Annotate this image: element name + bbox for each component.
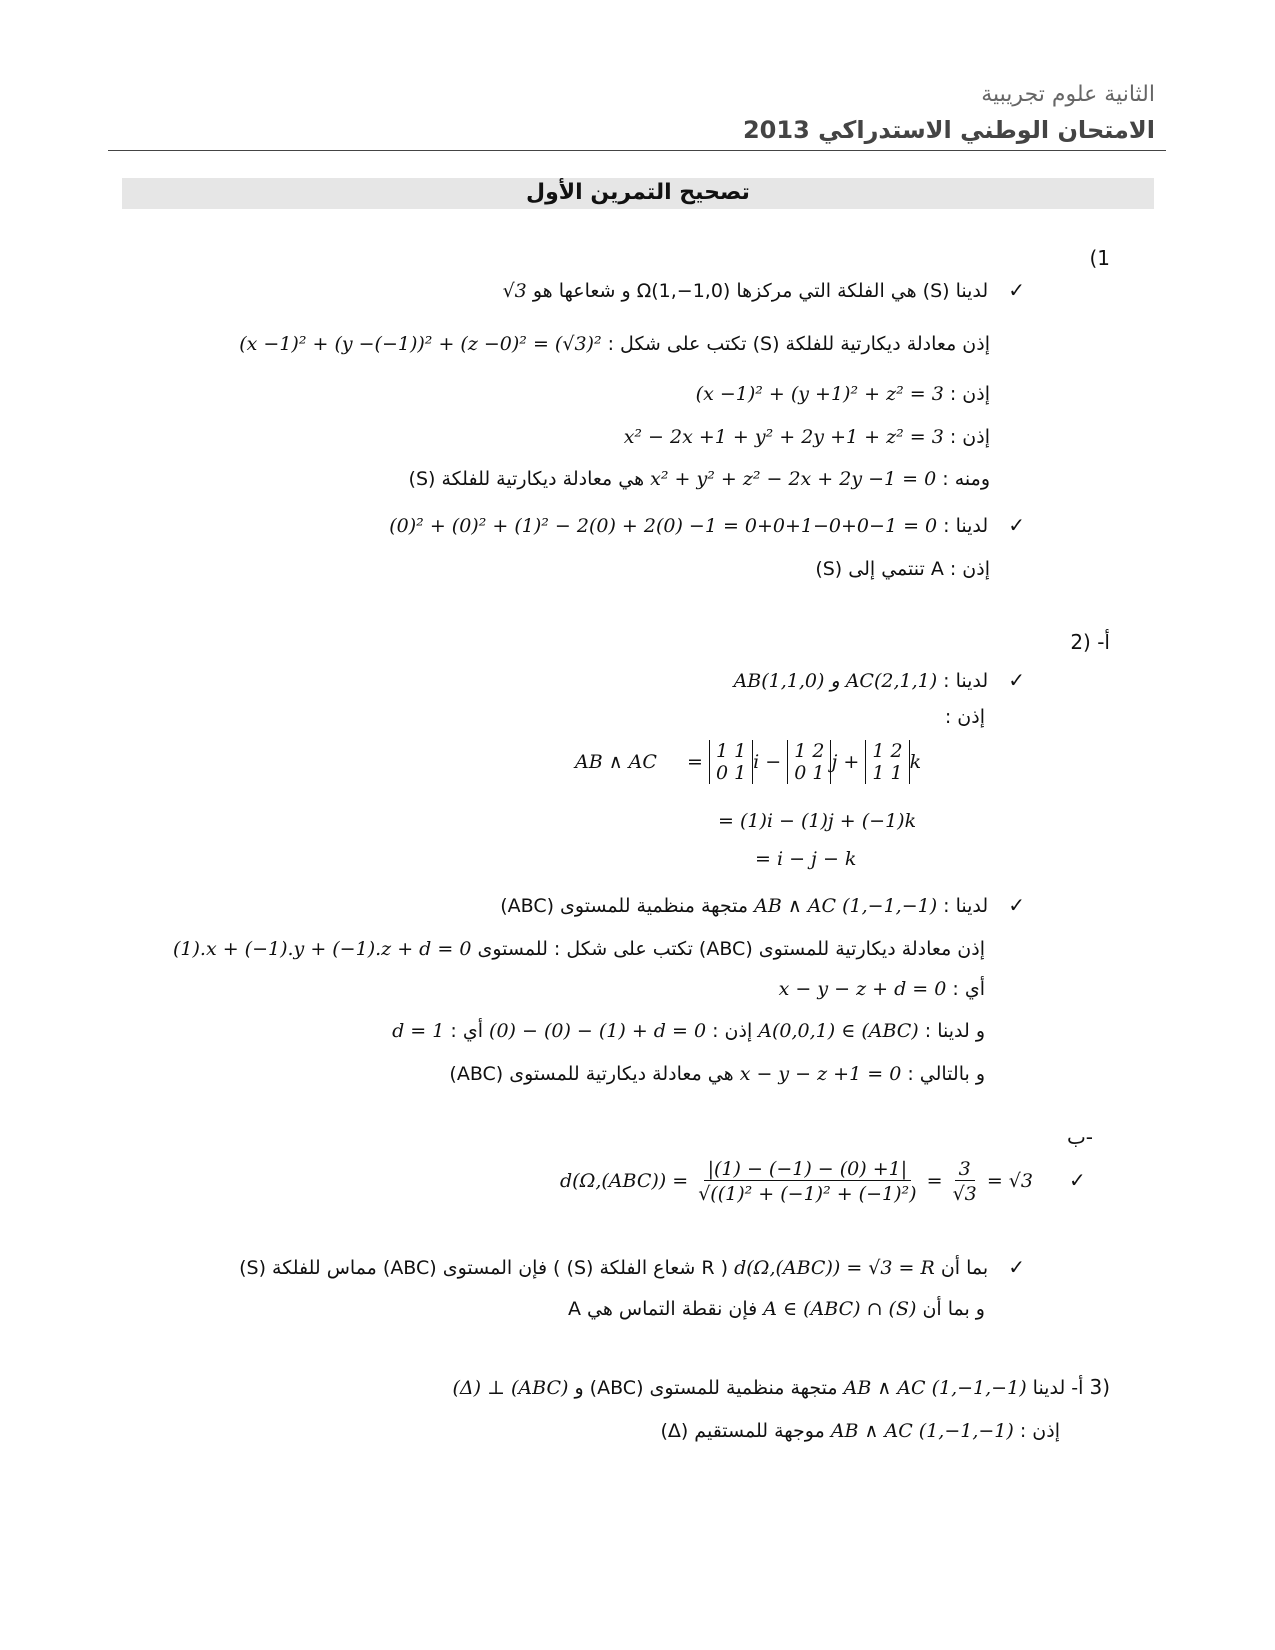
q2a-l6-mid: إذن :: [712, 1020, 753, 1042]
q1-line-1: [503, 278, 1025, 302]
cross-lhs: AB ∧ AC: [575, 750, 657, 773]
q2a-l6-math1: A(0,0,1) ∈ (ABC): [758, 1020, 919, 1042]
check-icon: ✓: [1008, 893, 1025, 917]
det-3: 1 2 1 1: [865, 740, 909, 784]
q3-l1-text: أ- لدينا: [1032, 1377, 1084, 1399]
q2a-l6-math2: (0) − (0) − (1) + d = 0: [489, 1020, 707, 1042]
q1-l3-text: إذن :: [949, 383, 990, 405]
q1-l2-text: إذن معادلة ديكارتية للفلكة (S) تكتب على شكل :: [607, 333, 990, 355]
q2a-line-6: [392, 1020, 985, 1042]
q1-l4-text: إذن :: [949, 426, 990, 448]
q2a-line-5: [779, 978, 985, 1000]
q3-l2-math: AB ∧ AC (1,−1,−1): [830, 1420, 1014, 1442]
q2a-l6-mid2: أي :: [450, 1020, 483, 1042]
q2a-l3-tail: متجهة منظمية للمستوى (ABC): [500, 895, 749, 917]
q1-line-5: [409, 468, 990, 490]
header-divider: [108, 150, 1166, 151]
q1-l3-math: (x −1)² + (y +1)² + z² = 3: [695, 383, 944, 405]
header-exam: الامتحان الوطني الاستدراكي 2013: [742, 116, 1155, 144]
q3-l1-mid: متجهة منظمية للمستوى (ABC) و: [574, 1377, 838, 1399]
q2a-line-2: إذن :: [944, 706, 985, 728]
q1-number: (1: [1089, 246, 1110, 270]
dist-frac-2: $\frac{3}{√3}$: [952, 1158, 977, 1205]
check-icon: ✓: [1008, 278, 1025, 302]
q3-l1-math: AB ∧ AC (1,−1,−1): [843, 1377, 1027, 1399]
cross-product-row-3: = i − j − k: [755, 848, 857, 870]
check-icon: ✓: [1008, 668, 1025, 692]
cross-product-row-1: AB ∧ AC = 1 1 0 1i − 1 2 0 1j + 1 2 1 1k: [575, 740, 922, 784]
q2a-l4-math: (1).x + (−1).y + (−1).z + d = 0: [173, 938, 472, 960]
q1-line-3: [696, 383, 990, 405]
q2b-l3-math: A ∈ (ABC) ∩ (S): [763, 1298, 917, 1320]
q2b-l3-text2: فإن نقطة التماس هي A: [567, 1298, 758, 1320]
check-icon: ✓: [1008, 513, 1025, 537]
q2a-line-4: [173, 938, 985, 960]
q2a-l1-math: AB(1,1,0) و AC(2,1,1): [733, 670, 938, 692]
q2b-l2-text2: ( R شعاع الفلكة (S) ) فإن المستوى (ABC) مماس للفلكة (S): [239, 1257, 729, 1279]
q2a-line-3: [500, 893, 1025, 917]
q2b-line-3: [568, 1298, 985, 1320]
header-level: الثانية علوم تجريبية: [981, 82, 1155, 107]
q1-line-6: [389, 513, 1025, 537]
q1-l6-math: (0)² + (0)² + (1)² − 2(0) + 2(0) −1 = 0+0+1−0+0−1 = 0: [389, 515, 938, 537]
q1-l5-math: x² + y² + z² − 2x + 2y −1 = 0: [650, 468, 937, 490]
q1-l1-text: لدينا (S) هي الفلكة التي مركزها Ω(1,−1,0) و شعاعها هو: [532, 280, 989, 302]
q3-l1-math2: (Δ) ⊥ (ABC): [452, 1377, 569, 1399]
section-title: تصحيح التمرين الأول: [526, 180, 750, 205]
q2a-l3-text: لدينا :: [943, 895, 989, 917]
q2-number: [1070, 630, 1110, 654]
check-icon: ✓: [1008, 1255, 1025, 1279]
q2a-line-1: [734, 668, 1025, 692]
dist-lhs: d(Ω,(ABC)) =: [560, 1170, 689, 1192]
q1-l4-math: x² − 2x +1 + y² + 2y +1 + z² = 3: [623, 426, 944, 448]
q2a-l7-math: x − y − z +1 = 0: [739, 1063, 902, 1085]
dist-rhs: = √3: [986, 1170, 1033, 1192]
distance-formula: d(Ω,(ABC)) = $\frac{|(1) - (-1) - (0) +1|}{\text{√((1)² + (−1)² + (−1)²)}}$ = $\frac{3}{√3}$ = √3 ✓: [560, 1158, 1086, 1205]
q1-l6-text: لدينا :: [943, 515, 989, 537]
q2b-line-2: [239, 1255, 1025, 1279]
q2-num: (2: [1070, 630, 1091, 654]
q3-l2-tail: موجهة للمستقيم (Δ): [660, 1420, 825, 1442]
q2a-line-7: [449, 1063, 985, 1085]
q1-l5-tail: هي معادلة ديكارتية للفلكة (S): [408, 468, 645, 490]
q3-l2-text: إذن :: [1019, 1420, 1060, 1442]
q2a-l5-math: x − y − z + d = 0: [778, 978, 947, 1000]
q1-l1-math: √3: [502, 280, 527, 302]
q1-line-7: إذن : A تنتمي إلى (S): [815, 558, 990, 580]
q2-sub: أ-: [1097, 630, 1110, 654]
q2a-l1-text: لدينا :: [943, 670, 989, 692]
dist-frac-1: $\frac{|(1) - (-1) - (0) +1|}{\text{√((1)² + (−1)² + (−1)²)}}$: [698, 1158, 917, 1205]
q1-line-4: [624, 426, 990, 448]
q2b-l2-text1: بما أن: [940, 1257, 989, 1279]
q2b-l2-math: d(Ω,(ABC)) = √3 = R: [734, 1257, 935, 1279]
q2b-l3-text1: و بما أن: [922, 1298, 985, 1320]
q2a-l6-text: و لدينا :: [924, 1020, 985, 1042]
check-icon: ✓: [1069, 1168, 1086, 1192]
q3-line-2: [660, 1420, 1060, 1442]
q1-l5-text: ومنه :: [942, 468, 990, 490]
q2a-l5-text: أي :: [952, 978, 985, 1000]
q2a-l7-text: و بالتالي :: [907, 1063, 985, 1085]
q1-line-2: [239, 333, 990, 355]
q2a-l6-math3: d = 1: [392, 1020, 445, 1042]
det-2: 1 2 0 1: [787, 740, 831, 784]
q1-l2-math: (x −1)² + (y −(−1))² + (z −0)² = (√3)²: [239, 333, 602, 355]
q3-line-1: [453, 1375, 1110, 1399]
q2b-sub: ب-: [1066, 1125, 1093, 1149]
cross-product-row-2: = (1)i − (1)j + (−1)k: [718, 810, 917, 832]
q2a-l3-math: AB ∧ AC (1,−1,−1): [754, 895, 938, 917]
det-1: 1 1 0 1: [709, 740, 753, 784]
q3-number: (3: [1089, 1375, 1110, 1399]
q2a-l4-text: إذن معادلة ديكارتية للمستوى (ABC) تكتب على شكل : للمستوى: [477, 938, 985, 960]
q2a-l7-tail: هي معادلة ديكارتية للمستوى (ABC): [449, 1063, 734, 1085]
